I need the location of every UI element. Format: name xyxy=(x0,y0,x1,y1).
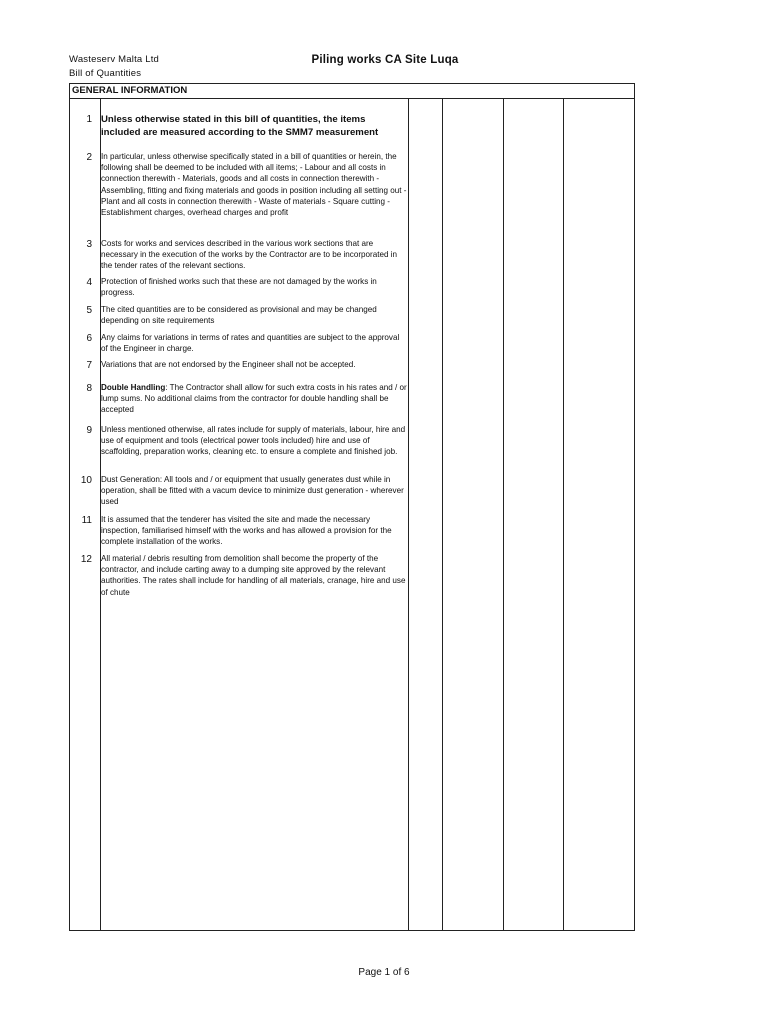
column-divider xyxy=(408,98,409,930)
item-text: The cited quantities are to be considered as provisional and may be changed depending on site requirements xyxy=(101,305,377,326)
section-header: GENERAL INFORMATION xyxy=(70,84,634,99)
item-number: 11 xyxy=(81,515,92,526)
page-title: Piling works CA Site Luqa xyxy=(311,54,459,66)
item-number: 2 xyxy=(86,152,92,163)
item-text: It is assumed that the tenderer has visited the site and made the necessary inspection, familiarised himself with the works and has allowed a provision for the complete installation of the works. xyxy=(101,515,392,547)
item-number: 12 xyxy=(80,554,92,565)
item-number: 7 xyxy=(86,360,92,371)
item-number: 6 xyxy=(86,333,92,344)
item-text xyxy=(101,382,407,416)
column-divider xyxy=(563,98,564,930)
item-number: 4 xyxy=(86,277,92,288)
item-number: 5 xyxy=(86,305,92,316)
column-divider xyxy=(503,98,504,930)
page-number: Page 1 of 6 xyxy=(358,967,410,978)
item-number: 8 xyxy=(86,383,92,394)
item-number: 10 xyxy=(80,475,92,486)
item-text: In particular, unless otherwise specifically stated in a bill of quantities or herein, the following shall be deemed to be included with all items; - Labour and all costs in connection therewith - Materials, goods and all costs in connection therewith - Assembling, fitting and fixing materials and goods in position including all setting out - Plant and all costs in connection therewith - Waste of materials - Square cutting - Establishment charges, overhead charges and profit xyxy=(101,152,407,218)
item-text: Dust Generation: All tools and / or equipment that usually generates dust while in operation, shall be fitted with a vacum device to minimize dust generation - wherever used xyxy=(101,475,404,507)
item-text: All material / debris resulting from demolition shall become the property of the contractor, and include carting away to a dumping site approved by the relevant authorities. The rates shall include for handling of all materials, cranage, hire and use of chute xyxy=(101,554,406,597)
document-type: Bill of Quantities xyxy=(69,68,142,79)
item-text: Any claims for variations in terms of rates and quantities are subject to the approval of the Engineer in charge. xyxy=(101,333,400,354)
item-text: Costs for works and services described in the various work sections that are necessary in the execution of the works by the Contractor are to be incorporated in the tender rates of the relevant sections. xyxy=(101,239,398,271)
item-number: 1 xyxy=(86,114,92,125)
item-text: Unless otherwise stated in this bill of quantities, the items included are measured according to the SMM7 measurement xyxy=(101,114,379,138)
item-text: Variations that are not endorsed by the Engineer shall not be accepted. xyxy=(101,360,356,369)
bill-of-quantities-table xyxy=(69,83,635,931)
item-number: 3 xyxy=(86,239,92,250)
item-number: 9 xyxy=(86,425,92,436)
column-divider xyxy=(442,98,443,930)
item-text: Unless mentioned otherwise, all rates include for supply of materials, labour, hire and use of equipment and tools (electrical power tools included) hire and use of scaffolding, preparation works, cleaning etc. to ensure a complete and finished job. xyxy=(101,425,406,457)
item-text: Protection of finished works such that these are not damaged by the works in progress. xyxy=(101,277,377,298)
item-text-rest: : The Contractor shall allow for such extra costs in his rates and / or lump sums. No additional claims from the contractor for double handling shall be accepted xyxy=(101,383,407,415)
company-name: Wasteserv Malta Ltd xyxy=(69,54,160,65)
item-bold-lead: Double Handling xyxy=(101,383,166,392)
